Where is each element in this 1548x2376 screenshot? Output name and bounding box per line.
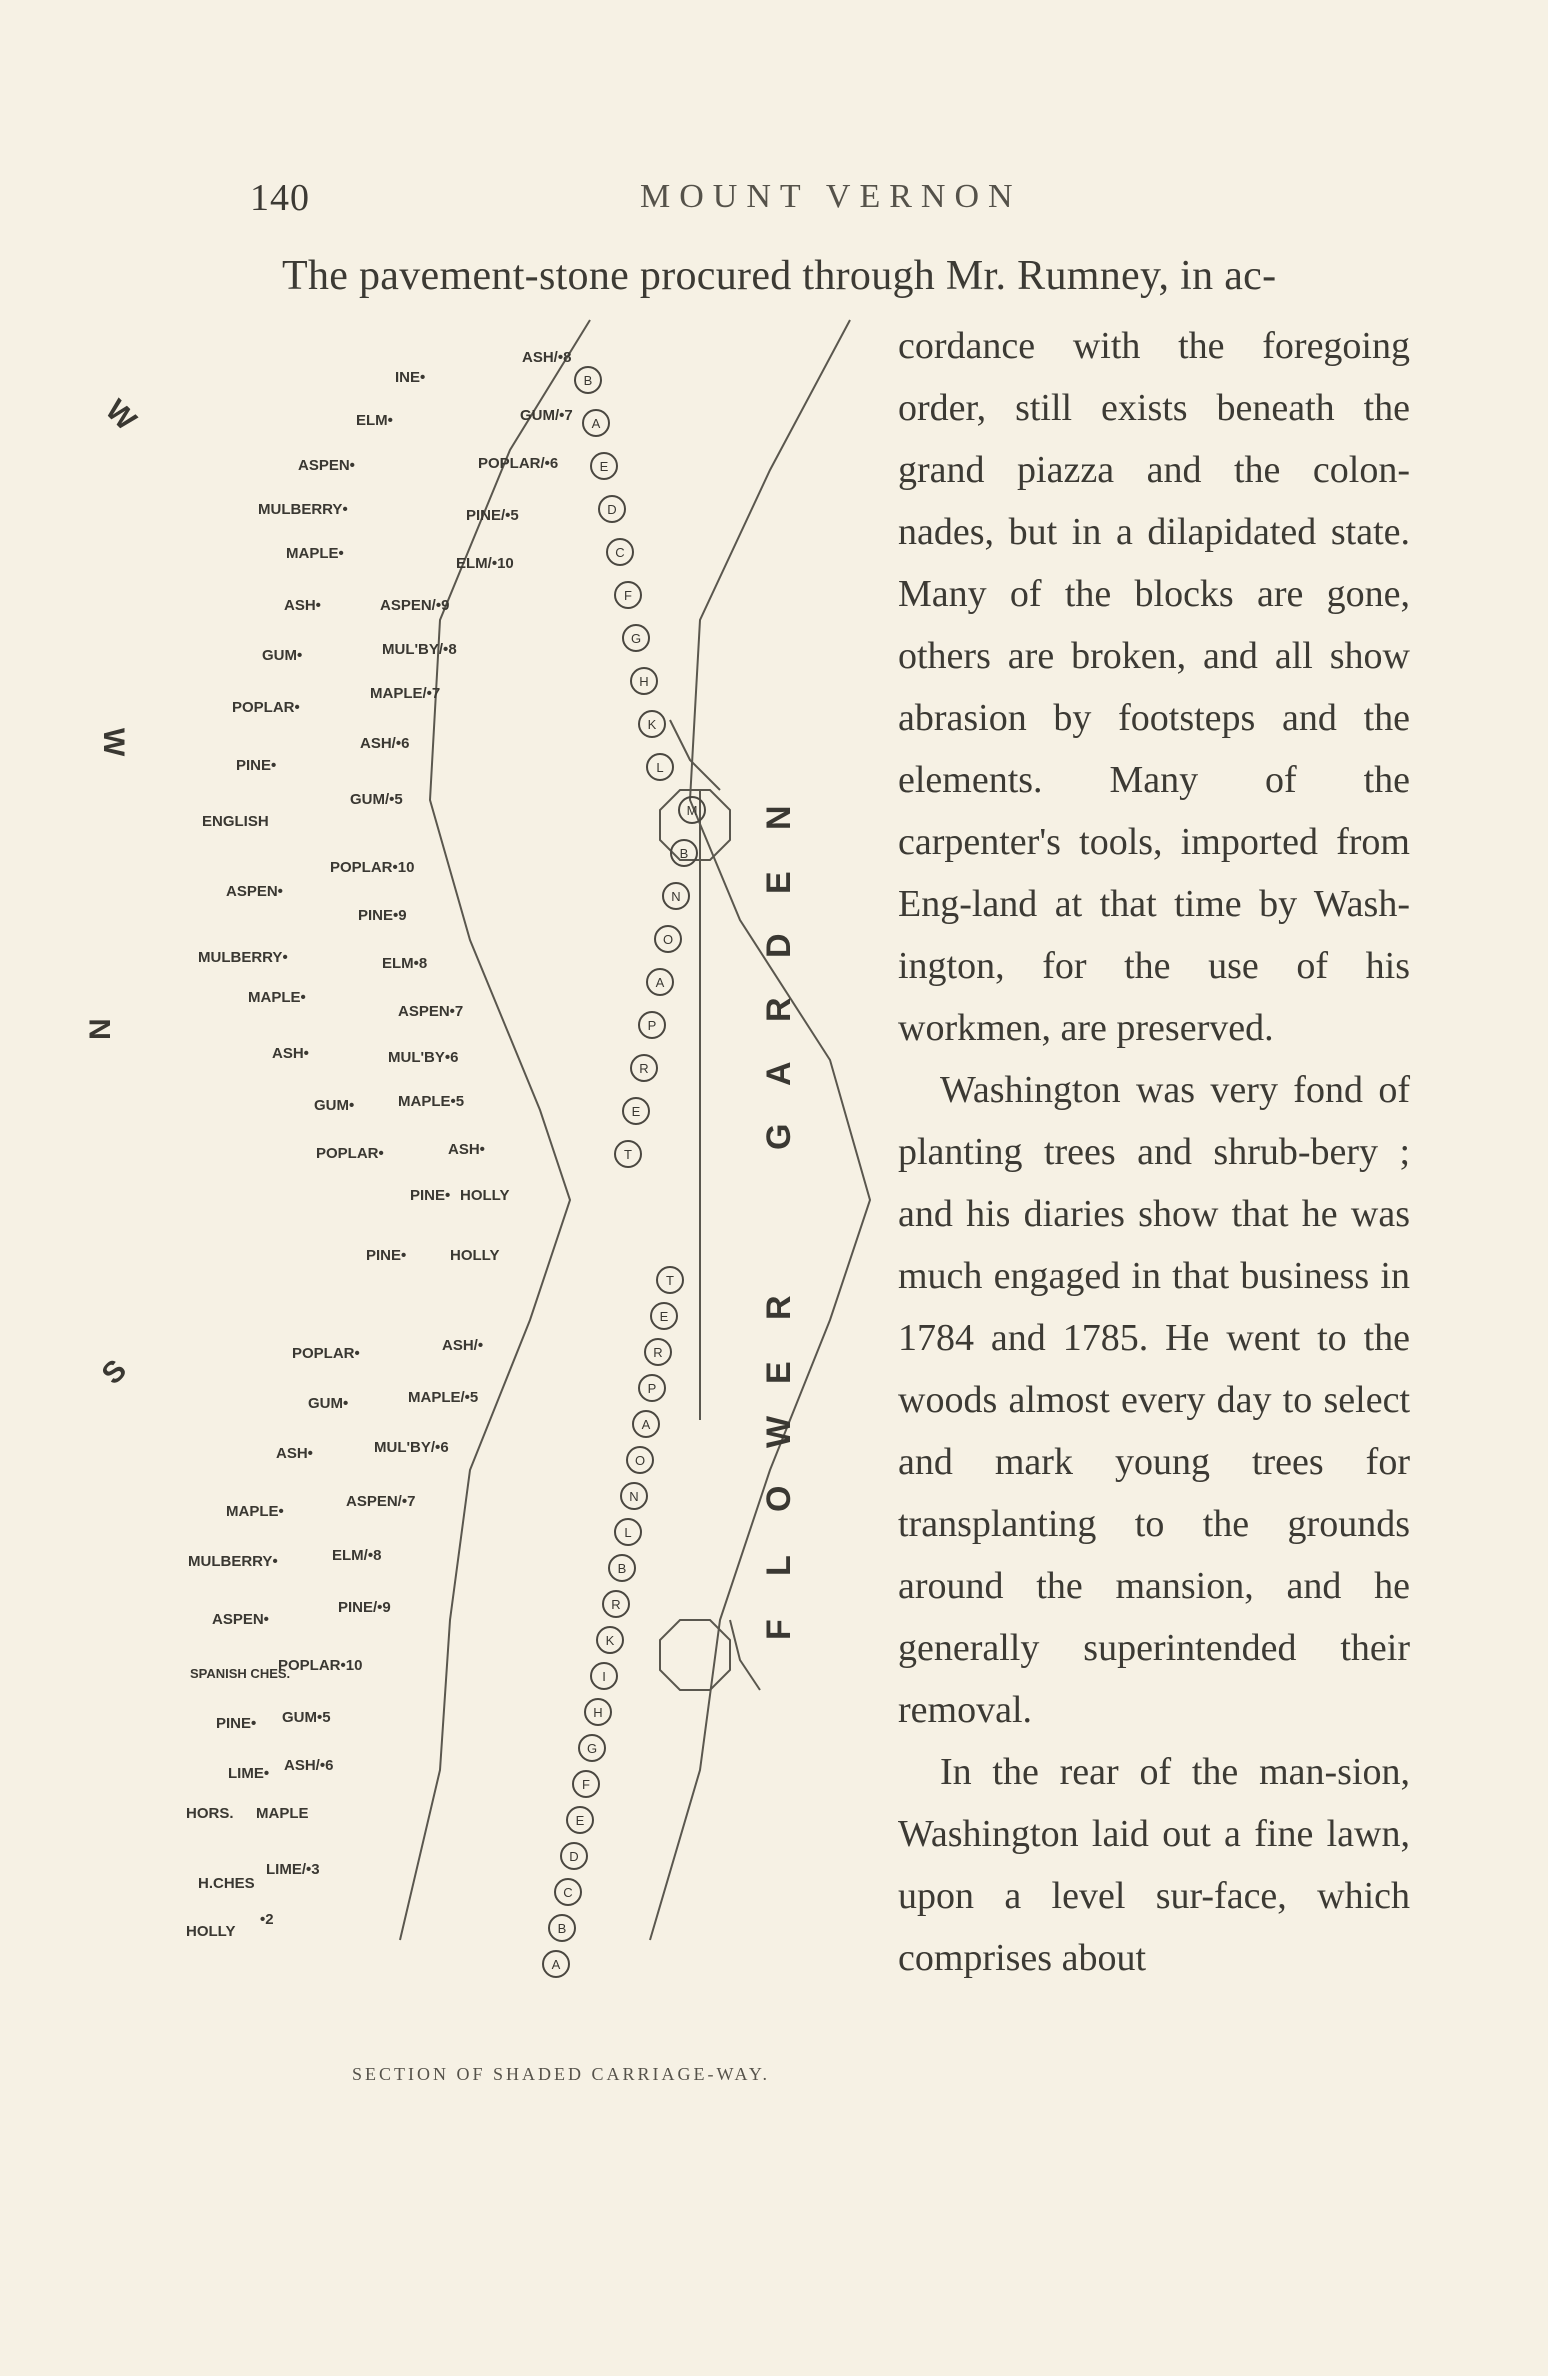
label-mulberry: MULBERRY• xyxy=(258,501,348,518)
circle-marker-letter: C xyxy=(563,1885,573,1900)
diagram-element: MUL'BY•6 xyxy=(388,1049,459,1066)
side-letter: N xyxy=(760,805,798,830)
circle-marker-letter: H xyxy=(593,1705,603,1720)
diagram-element: ASH/•6 xyxy=(360,735,410,752)
diagram-element: GUM• xyxy=(308,1395,349,1412)
side-letter: W xyxy=(760,1415,798,1448)
label-aspen: ASPEN• xyxy=(298,457,355,474)
diagram-element: PINE•9 xyxy=(358,907,407,924)
diagram-element: LIME/•3 xyxy=(266,1861,320,1878)
label-english: ENGLISH xyxy=(202,813,269,830)
circle-markers-upper xyxy=(575,367,705,1167)
label-pine: PINE• xyxy=(236,757,277,774)
side-letter: E xyxy=(760,871,798,894)
label-mulberry-2: MULBERRY• xyxy=(198,949,288,966)
diagram-element: ASH/•8 xyxy=(522,349,572,366)
label-gum: GUM• xyxy=(262,647,303,664)
figure-caption: SECTION OF SHADED CARRIAGE-WAY. xyxy=(352,2064,771,2084)
diagram-element: •2 xyxy=(260,1911,274,1928)
circle-marker-letter: E xyxy=(631,1104,641,1119)
diagram-element: ELM/•8 xyxy=(332,1547,382,1564)
side-letter: E xyxy=(760,1361,798,1384)
diagram-svg xyxy=(84,320,890,2060)
lower-left-labels xyxy=(186,1247,406,1940)
diagram-element: ASH• xyxy=(448,1141,485,1158)
label-maple-2: MAPLE• xyxy=(248,989,306,1006)
upper-left-labels xyxy=(198,369,450,1204)
diagram-element: GUM•5 xyxy=(282,1709,331,1726)
circle-marker-letter: F xyxy=(624,588,632,603)
diagram-element: MAPLE/•5 xyxy=(408,1389,479,1406)
circle-marker-letter: K xyxy=(647,717,657,732)
label-pine-2: PINE• xyxy=(410,1187,451,1204)
diagram-element xyxy=(670,720,720,790)
upper-inner-labels xyxy=(330,349,573,1204)
diagram-element: GUM/•7 xyxy=(520,407,573,424)
label-poplar: POPLAR• xyxy=(232,699,300,716)
circle-marker-letter: B xyxy=(617,1561,627,1576)
mark-w-top: W xyxy=(99,393,143,437)
circle-marker-letter: E xyxy=(575,1813,585,1828)
circle-marker-letter: L xyxy=(624,1525,632,1540)
circle-marker-letter: D xyxy=(569,1849,579,1864)
label-gum-2: GUM• xyxy=(314,1097,355,1114)
diagram-element: LIME• xyxy=(228,1765,270,1782)
diagram-element: GUM/•5 xyxy=(350,791,403,808)
circle-marker-letter: E xyxy=(599,459,609,474)
diagram-element: MAPLE• xyxy=(226,1503,284,1520)
circle-marker-letter: A xyxy=(641,1417,651,1432)
circle-marker-letter: O xyxy=(662,932,674,947)
diagram-element: PINE/•5 xyxy=(466,507,519,524)
circle-marker-letter: G xyxy=(586,1741,598,1756)
circle-marker-letter: A xyxy=(551,1957,561,1972)
circle-marker-letter: G xyxy=(630,631,642,646)
circle-marker-letter: C xyxy=(615,545,625,560)
side-letter: A xyxy=(760,1061,798,1086)
diagram-element: POPLAR•10 xyxy=(330,859,415,876)
paragraph-2: Washington was very fond of planting trees and shrub-bery ; and his diaries show that he was much engaged in that business in 1784 and 1785. He went to the woods almost every day to select and mark young trees for transplanting to the grounds around the mansion, and he generally superintended their removal. xyxy=(898,1069,1410,1731)
circle-marker-letter: E xyxy=(659,1309,669,1324)
circle-marker-letter: B xyxy=(679,846,689,861)
diagram-element: POPLAR•10 xyxy=(278,1657,363,1674)
diagram-element: POPLAR• xyxy=(292,1345,360,1362)
side-letter: O xyxy=(760,1485,798,1512)
circle-marker-letter: A xyxy=(655,975,665,990)
diagram-element: MUL'BY/•6 xyxy=(374,1439,449,1456)
circle-marker-letter: F xyxy=(582,1777,590,1792)
diagram-element: ASPEN/•7 xyxy=(346,1493,416,1510)
mark-s: S xyxy=(95,1353,134,1391)
mark-w-mid: W xyxy=(97,728,130,757)
label-poplar-2: POPLAR• xyxy=(316,1145,384,1162)
paragraph-1: cordance with the foregoing order, still exists beneath the grand piazza and the colon-nades, but in a dilapidated state. Many of the blocks are gone, others are broken, and all show abrasion by footsteps and the elements. Many of the carpenter's tools, imported from Eng-land at that time by Wash-ington, for the use of his workmen, are preserved. xyxy=(898,325,1410,1049)
side-letter: R xyxy=(760,1295,798,1320)
circle-marker-letter: T xyxy=(624,1147,632,1162)
body-text-column xyxy=(898,315,1410,1989)
side-word-garden-flower xyxy=(760,805,798,1640)
circle-marker-letter: N xyxy=(629,1489,639,1504)
circle-marker-letter: D xyxy=(607,502,617,517)
diagram-element: PINE• xyxy=(216,1715,257,1732)
circle-marker-letter: B xyxy=(557,1921,567,1936)
circle-marker-letter: A xyxy=(591,416,601,431)
circle-marker-letter: R xyxy=(611,1597,621,1612)
diagram-element: HOLLY xyxy=(186,1923,236,1940)
first-text-line: The pavement-stone procured through Mr. Rumney, in ac- xyxy=(282,253,1277,299)
diagram-element: MULBERRY• xyxy=(188,1553,278,1570)
diagram-element: MAPLE xyxy=(256,1805,309,1822)
side-letter: R xyxy=(760,997,798,1022)
octagon-lower xyxy=(660,1620,730,1690)
label-ash: ASH• xyxy=(284,597,321,614)
left-edge-marks xyxy=(84,394,143,1391)
circle-marker-letter: N xyxy=(671,889,681,904)
diagram-element: ASPEN/•9 xyxy=(380,597,450,614)
diagram-element: SPANISH CHES. xyxy=(190,1666,291,1681)
circle-marker-letter: H xyxy=(639,674,649,689)
circle-markers-lower xyxy=(543,1267,683,1977)
circle-marker-letter: I xyxy=(602,1669,606,1684)
label-maple: MAPLE• xyxy=(286,545,344,562)
diagram-element: ASH/•6 xyxy=(284,1757,334,1774)
diagram-element: MUL'BY/•8 xyxy=(382,641,457,658)
circle-marker-letter: P xyxy=(647,1381,657,1396)
diagram-element: H.CHES xyxy=(198,1875,255,1892)
carriage-way-diagram xyxy=(84,320,890,2065)
circle-marker-letter: B xyxy=(583,373,593,388)
side-letter: G xyxy=(760,1123,798,1150)
diagram-element: POPLAR/•6 xyxy=(478,455,559,472)
side-letter: L xyxy=(760,1555,798,1576)
diagram-element: PINE• xyxy=(366,1247,407,1264)
page-number: 140 xyxy=(250,177,310,219)
diagram-element: ELM•8 xyxy=(382,955,428,972)
circle-marker-letter: P xyxy=(647,1018,657,1033)
circle-marker-letter: O xyxy=(634,1453,646,1468)
diagram-element: ELM/•10 xyxy=(456,555,514,572)
mark-n: N xyxy=(84,1018,117,1040)
side-letter: D xyxy=(760,933,798,958)
diagram-element: MAPLE/•7 xyxy=(370,685,441,702)
diagram-element xyxy=(730,1620,760,1690)
circle-marker-letter: R xyxy=(639,1061,649,1076)
diagram-element: HOLLY xyxy=(460,1187,510,1204)
label-aspen-2: ASPEN• xyxy=(226,883,283,900)
diagram-element: HOLLY xyxy=(450,1247,500,1264)
paragraph-3: In the rear of the man-sion, Washington laid out a fine lawn, upon a level sur-face, which comprises about xyxy=(898,1751,1410,1979)
diagram-element: ASPEN•7 xyxy=(398,1003,464,1020)
running-head: MOUNT VERNON xyxy=(640,178,1022,215)
diagram-element: ASH/• xyxy=(442,1337,484,1354)
side-letter: F xyxy=(760,1619,798,1640)
circle-marker-letter: T xyxy=(666,1273,674,1288)
diagram-element: MAPLE•5 xyxy=(398,1093,465,1110)
diagram-element: PINE/•9 xyxy=(338,1599,391,1616)
circle-marker-letter: L xyxy=(656,760,664,775)
circle-marker-letter: M xyxy=(686,803,698,818)
diagram-element: HORS. xyxy=(186,1805,234,1822)
label-ine: INE• xyxy=(395,369,426,386)
label-ash-2: ASH• xyxy=(272,1045,309,1062)
circle-marker-letter: K xyxy=(605,1633,615,1648)
circle-marker-letter: R xyxy=(653,1345,663,1360)
diagram-element: ASPEN• xyxy=(212,1611,269,1628)
label-elm: ELM• xyxy=(356,412,393,429)
diagram-element: ASH• xyxy=(276,1445,313,1462)
